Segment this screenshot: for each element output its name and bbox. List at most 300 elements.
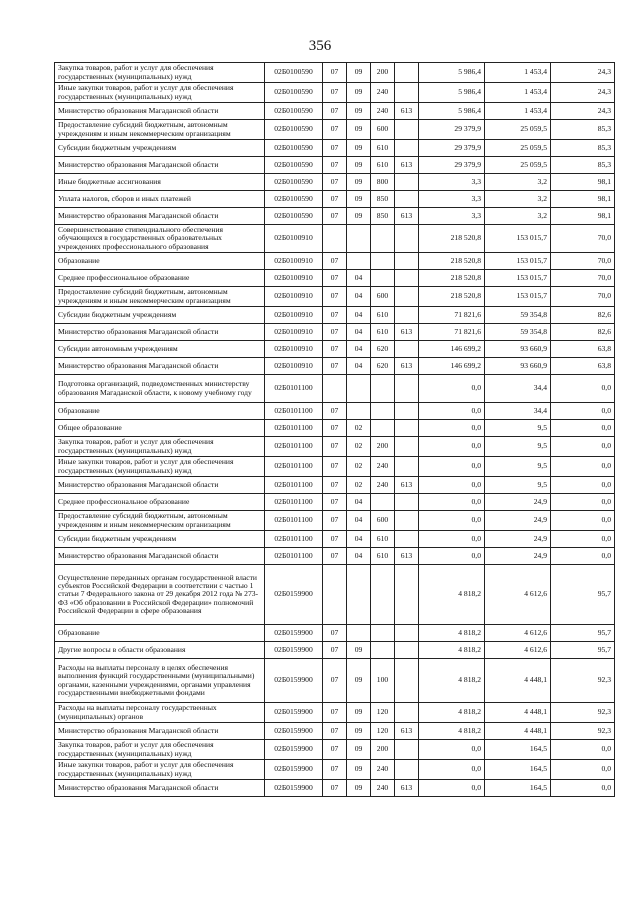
row-executed: 4 612,6 xyxy=(485,642,551,659)
row-name: Министерство образования Магаданской области xyxy=(55,324,265,341)
table-row xyxy=(55,457,615,477)
row-code: 02Б0100910 xyxy=(265,287,323,307)
row-administrator xyxy=(395,703,419,723)
row-percent: 0,0 xyxy=(551,375,615,403)
row-section: 07 xyxy=(323,659,347,703)
row-administrator xyxy=(395,642,419,659)
row-expense-type: 600 xyxy=(371,287,395,307)
row-executed: 1 453,4 xyxy=(485,103,551,120)
row-subsection: 04 xyxy=(347,494,371,511)
row-percent: 0,0 xyxy=(551,403,615,420)
row-name: Расходы на выплаты персоналу в целях обеспечения выполнения функций государственными (муниципальными) органами, казенными учреждениями, органами управления государственными внебюджетными фондами xyxy=(55,659,265,703)
row-administrator xyxy=(395,494,419,511)
row-name: Субсидии бюджетным учреждениям xyxy=(55,307,265,324)
row-expense-type: 610 xyxy=(371,548,395,565)
row-code: 02Б0100590 xyxy=(265,140,323,157)
row-executed: 4 612,6 xyxy=(485,625,551,642)
table-body xyxy=(55,63,615,797)
row-name: Совершенствование стипендиального обеспечения обучающихся в государственных образовательных учреждениях профессионального образования xyxy=(55,225,265,253)
row-name: Министерство образования Магаданской области xyxy=(55,103,265,120)
row-code: 02Б0100590 xyxy=(265,157,323,174)
row-approved: 218 520,8 xyxy=(419,270,485,287)
row-percent: 0,0 xyxy=(551,420,615,437)
row-approved: 0,0 xyxy=(419,740,485,760)
row-code: 02Б0100590 xyxy=(265,191,323,208)
row-subsection: 09 xyxy=(347,63,371,83)
row-expense-type: 120 xyxy=(371,723,395,740)
row-section: 07 xyxy=(323,287,347,307)
row-section: 07 xyxy=(323,477,347,494)
row-name: Предоставление субсидий бюджетным, автономным учреждениям и иным некоммерческим организациям xyxy=(55,287,265,307)
row-executed: 4 612,6 xyxy=(485,565,551,625)
row-section: 07 xyxy=(323,457,347,477)
row-administrator: 613 xyxy=(395,157,419,174)
row-administrator xyxy=(395,225,419,253)
row-executed: 164,5 xyxy=(485,740,551,760)
row-expense-type: 610 xyxy=(371,307,395,324)
row-administrator xyxy=(395,253,419,270)
row-subsection: 09 xyxy=(347,723,371,740)
row-approved: 146 699,2 xyxy=(419,358,485,375)
row-section: 07 xyxy=(323,642,347,659)
row-administrator: 613 xyxy=(395,103,419,120)
table-row xyxy=(55,287,615,307)
row-code: 02Б0100910 xyxy=(265,358,323,375)
row-approved: 0,0 xyxy=(419,494,485,511)
row-executed: 59 354,8 xyxy=(485,307,551,324)
row-administrator xyxy=(395,341,419,358)
row-approved: 0,0 xyxy=(419,531,485,548)
row-subsection: 09 xyxy=(347,780,371,797)
row-percent: 70,0 xyxy=(551,253,615,270)
row-approved: 0,0 xyxy=(419,457,485,477)
row-name: Министерство образования Магаданской области xyxy=(55,548,265,565)
row-section: 07 xyxy=(323,324,347,341)
row-administrator xyxy=(395,307,419,324)
row-code: 02Б0100910 xyxy=(265,225,323,253)
row-subsection: 09 xyxy=(347,659,371,703)
row-name: Иные закупки товаров, работ и услуг для обеспечения государственных (муниципальных) нужд xyxy=(55,457,265,477)
row-expense-type: 100 xyxy=(371,659,395,703)
row-expense-type: 610 xyxy=(371,531,395,548)
row-percent: 82,6 xyxy=(551,324,615,341)
table-row xyxy=(55,324,615,341)
row-executed: 25 059,5 xyxy=(485,120,551,140)
row-approved: 4 818,2 xyxy=(419,625,485,642)
row-executed: 153 015,7 xyxy=(485,270,551,287)
row-code: 02Б0159900 xyxy=(265,659,323,703)
row-executed: 24,9 xyxy=(485,511,551,531)
row-code: 02Б0100910 xyxy=(265,341,323,358)
row-approved: 218 520,8 xyxy=(419,287,485,307)
row-approved: 3,3 xyxy=(419,208,485,225)
row-name: Министерство образования Магаданской области xyxy=(55,157,265,174)
row-section: 07 xyxy=(323,494,347,511)
row-executed: 34,4 xyxy=(485,403,551,420)
row-executed: 4 448,1 xyxy=(485,703,551,723)
table-row xyxy=(55,103,615,120)
row-administrator: 613 xyxy=(395,723,419,740)
row-code: 02Б0100910 xyxy=(265,307,323,324)
row-code: 02Б0100590 xyxy=(265,120,323,140)
row-approved: 0,0 xyxy=(419,548,485,565)
row-subsection: 09 xyxy=(347,157,371,174)
row-section: 07 xyxy=(323,140,347,157)
row-administrator xyxy=(395,659,419,703)
table-row xyxy=(55,780,615,797)
row-percent: 70,0 xyxy=(551,225,615,253)
table-row xyxy=(55,420,615,437)
row-section: 07 xyxy=(323,780,347,797)
row-approved: 218 520,8 xyxy=(419,225,485,253)
row-percent: 98,1 xyxy=(551,208,615,225)
table-row xyxy=(55,477,615,494)
row-percent: 0,0 xyxy=(551,477,615,494)
row-expense-type: 600 xyxy=(371,120,395,140)
row-name: Среднее профессиональное образование xyxy=(55,494,265,511)
table-row xyxy=(55,140,615,157)
row-expense-type: 240 xyxy=(371,477,395,494)
row-expense-type: 240 xyxy=(371,83,395,103)
table-row xyxy=(55,760,615,780)
row-approved: 146 699,2 xyxy=(419,341,485,358)
row-percent: 85,3 xyxy=(551,120,615,140)
row-approved: 4 818,2 xyxy=(419,703,485,723)
row-executed: 34,4 xyxy=(485,375,551,403)
row-administrator: 613 xyxy=(395,358,419,375)
table-row xyxy=(55,659,615,703)
row-section xyxy=(323,225,347,253)
row-expense-type xyxy=(371,403,395,420)
row-expense-type: 120 xyxy=(371,703,395,723)
row-expense-type xyxy=(371,625,395,642)
row-subsection: 04 xyxy=(347,548,371,565)
row-approved: 0,0 xyxy=(419,403,485,420)
row-approved: 29 379,9 xyxy=(419,120,485,140)
table-row xyxy=(55,63,615,83)
row-executed: 153 015,7 xyxy=(485,225,551,253)
row-name: Образование xyxy=(55,253,265,270)
row-approved: 71 821,6 xyxy=(419,307,485,324)
row-subsection: 02 xyxy=(347,420,371,437)
row-approved: 0,0 xyxy=(419,780,485,797)
row-administrator xyxy=(395,375,419,403)
row-percent: 98,1 xyxy=(551,191,615,208)
row-code: 02Б0100590 xyxy=(265,83,323,103)
row-name: Образование xyxy=(55,625,265,642)
row-expense-type xyxy=(371,253,395,270)
row-percent: 70,0 xyxy=(551,287,615,307)
row-name: Среднее профессиональное образование xyxy=(55,270,265,287)
table-row xyxy=(55,740,615,760)
row-section: 07 xyxy=(323,307,347,324)
row-code: 02Б0100590 xyxy=(265,208,323,225)
row-subsection: 02 xyxy=(347,477,371,494)
row-name: Субсидии автономным учреждениям xyxy=(55,341,265,358)
row-expense-type: 200 xyxy=(371,437,395,457)
row-code: 02Б0101100 xyxy=(265,548,323,565)
row-executed: 9,5 xyxy=(485,477,551,494)
row-percent: 0,0 xyxy=(551,760,615,780)
row-section xyxy=(323,375,347,403)
row-name: Подготовка организаций, подведомственных министерству образования Магаданской области, к новому учебному году xyxy=(55,375,265,403)
row-approved: 4 818,2 xyxy=(419,723,485,740)
row-expense-type: 240 xyxy=(371,780,395,797)
row-name: Общее образование xyxy=(55,420,265,437)
row-name: Иные закупки товаров, работ и услуг для обеспечения государственных (муниципальных) нужд xyxy=(55,83,265,103)
row-executed: 93 660,9 xyxy=(485,358,551,375)
row-name: Закупка товаров, работ и услуг для обеспечения государственных (муниципальных) нужд xyxy=(55,63,265,83)
table-row xyxy=(55,494,615,511)
table-row xyxy=(55,403,615,420)
row-executed: 9,5 xyxy=(485,457,551,477)
row-name: Иные бюджетные ассигнования xyxy=(55,174,265,191)
row-approved: 3,3 xyxy=(419,174,485,191)
row-approved: 71 821,6 xyxy=(419,324,485,341)
row-code: 02Б0100590 xyxy=(265,63,323,83)
row-percent: 0,0 xyxy=(551,511,615,531)
row-percent: 0,0 xyxy=(551,531,615,548)
row-approved: 3,3 xyxy=(419,191,485,208)
row-name: Министерство образования Магаданской области xyxy=(55,208,265,225)
row-code: 02Б0159900 xyxy=(265,760,323,780)
row-percent: 0,0 xyxy=(551,457,615,477)
row-administrator xyxy=(395,531,419,548)
row-approved: 0,0 xyxy=(419,375,485,403)
row-section: 07 xyxy=(323,723,347,740)
row-administrator xyxy=(395,270,419,287)
row-section: 07 xyxy=(323,157,347,174)
row-administrator xyxy=(395,83,419,103)
row-code: 02Б0159900 xyxy=(265,625,323,642)
table-row xyxy=(55,270,615,287)
row-expense-type: 620 xyxy=(371,358,395,375)
row-section: 07 xyxy=(323,531,347,548)
row-expense-type: 600 xyxy=(371,511,395,531)
row-executed: 59 354,8 xyxy=(485,324,551,341)
row-approved: 0,0 xyxy=(419,760,485,780)
row-subsection xyxy=(347,565,371,625)
row-section: 07 xyxy=(323,253,347,270)
row-name: Субсидии бюджетным учреждениям xyxy=(55,140,265,157)
row-expense-type: 610 xyxy=(371,157,395,174)
row-administrator xyxy=(395,511,419,531)
row-code: 02Б0101100 xyxy=(265,511,323,531)
row-section: 07 xyxy=(323,63,347,83)
row-section: 07 xyxy=(323,703,347,723)
row-expense-type: 200 xyxy=(371,740,395,760)
row-subsection: 09 xyxy=(347,642,371,659)
row-name: Образование xyxy=(55,403,265,420)
table-row xyxy=(55,208,615,225)
row-section xyxy=(323,565,347,625)
row-executed: 3,2 xyxy=(485,174,551,191)
row-percent: 92,3 xyxy=(551,659,615,703)
row-expense-type: 200 xyxy=(371,63,395,83)
row-subsection xyxy=(347,253,371,270)
row-subsection: 04 xyxy=(347,324,371,341)
row-executed: 153 015,7 xyxy=(485,253,551,270)
row-approved: 29 379,9 xyxy=(419,140,485,157)
row-name: Министерство образования Магаданской области xyxy=(55,358,265,375)
row-executed: 4 448,1 xyxy=(485,659,551,703)
row-name: Субсидии бюджетным учреждениям xyxy=(55,531,265,548)
row-percent: 82,6 xyxy=(551,307,615,324)
table-row xyxy=(55,191,615,208)
row-executed: 153 015,7 xyxy=(485,287,551,307)
row-percent: 0,0 xyxy=(551,494,615,511)
row-administrator: 613 xyxy=(395,324,419,341)
row-code: 02Б0101100 xyxy=(265,477,323,494)
row-expense-type: 240 xyxy=(371,760,395,780)
row-name: Расходы на выплаты персоналу государственных (муниципальных) органов xyxy=(55,703,265,723)
row-approved: 0,0 xyxy=(419,511,485,531)
row-name: Осуществление переданных органам государственной власти субъектов Российской Федерации в соответствии с частью 1 статьи 7 Федерального закона от 29 декабря 2012 года № 273-ФЗ «Об образовании в Российской Федерации» полномочий Российской Федерации в сфере образования xyxy=(55,565,265,625)
row-executed: 93 660,9 xyxy=(485,341,551,358)
row-executed: 164,5 xyxy=(485,780,551,797)
row-section: 07 xyxy=(323,191,347,208)
row-subsection: 09 xyxy=(347,208,371,225)
table-row xyxy=(55,307,615,324)
table-row xyxy=(55,437,615,457)
row-approved: 4 818,2 xyxy=(419,642,485,659)
row-executed: 9,5 xyxy=(485,420,551,437)
row-name: Иные закупки товаров, работ и услуг для обеспечения государственных (муниципальных) нужд xyxy=(55,760,265,780)
row-approved: 5 986,4 xyxy=(419,103,485,120)
table-row xyxy=(55,225,615,253)
row-administrator xyxy=(395,565,419,625)
row-administrator xyxy=(395,403,419,420)
row-expense-type: 240 xyxy=(371,457,395,477)
row-subsection: 04 xyxy=(347,287,371,307)
row-administrator: 613 xyxy=(395,780,419,797)
row-percent: 24,3 xyxy=(551,103,615,120)
row-percent: 0,0 xyxy=(551,780,615,797)
row-name: Другие вопросы в области образования xyxy=(55,642,265,659)
table-row xyxy=(55,157,615,174)
row-administrator: 613 xyxy=(395,548,419,565)
row-approved: 5 986,4 xyxy=(419,83,485,103)
row-subsection: 04 xyxy=(347,358,371,375)
row-percent: 24,3 xyxy=(551,83,615,103)
row-code: 02Б0101100 xyxy=(265,420,323,437)
row-section: 07 xyxy=(323,511,347,531)
row-expense-type xyxy=(371,375,395,403)
row-section: 07 xyxy=(323,120,347,140)
row-percent: 92,3 xyxy=(551,723,615,740)
row-code: 02Б0101100 xyxy=(265,457,323,477)
row-administrator xyxy=(395,140,419,157)
row-section: 07 xyxy=(323,358,347,375)
row-expense-type: 610 xyxy=(371,140,395,157)
row-expense-type: 800 xyxy=(371,174,395,191)
row-code: 02Б0159900 xyxy=(265,723,323,740)
row-section: 07 xyxy=(323,437,347,457)
row-percent: 70,0 xyxy=(551,270,615,287)
row-percent: 95,7 xyxy=(551,642,615,659)
row-code: 02Б0101100 xyxy=(265,437,323,457)
row-name: Министерство образования Магаданской области xyxy=(55,780,265,797)
table-row xyxy=(55,253,615,270)
row-subsection: 09 xyxy=(347,103,371,120)
table-row xyxy=(55,565,615,625)
row-code: 02Б0101100 xyxy=(265,375,323,403)
row-executed: 9,5 xyxy=(485,437,551,457)
row-subsection xyxy=(347,375,371,403)
row-expense-type xyxy=(371,494,395,511)
row-percent: 24,3 xyxy=(551,63,615,83)
row-subsection xyxy=(347,225,371,253)
row-administrator xyxy=(395,437,419,457)
row-name: Закупка товаров, работ и услуг для обеспечения государственных (муниципальных) нужд xyxy=(55,740,265,760)
row-executed: 24,9 xyxy=(485,494,551,511)
row-code: 02Б0101100 xyxy=(265,494,323,511)
row-executed: 1 453,4 xyxy=(485,83,551,103)
table-row xyxy=(55,723,615,740)
row-approved: 4 818,2 xyxy=(419,565,485,625)
table-row xyxy=(55,341,615,358)
row-percent: 63,8 xyxy=(551,358,615,375)
table-row xyxy=(55,642,615,659)
row-executed: 25 059,5 xyxy=(485,157,551,174)
row-executed: 1 453,4 xyxy=(485,63,551,83)
row-expense-type: 610 xyxy=(371,324,395,341)
row-code: 02Б0100590 xyxy=(265,174,323,191)
row-approved: 29 379,9 xyxy=(419,157,485,174)
row-subsection: 04 xyxy=(347,341,371,358)
row-approved: 218 520,8 xyxy=(419,253,485,270)
row-section: 07 xyxy=(323,625,347,642)
row-subsection: 04 xyxy=(347,307,371,324)
row-expense-type: 620 xyxy=(371,341,395,358)
row-executed: 164,5 xyxy=(485,760,551,780)
row-subsection xyxy=(347,403,371,420)
table-row xyxy=(55,531,615,548)
row-code: 02Б0100910 xyxy=(265,324,323,341)
row-code: 02Б0100590 xyxy=(265,103,323,120)
row-subsection: 04 xyxy=(347,511,371,531)
row-expense-type: 850 xyxy=(371,191,395,208)
row-name: Министерство образования Магаданской области xyxy=(55,477,265,494)
table-row xyxy=(55,703,615,723)
row-section: 07 xyxy=(323,760,347,780)
row-percent: 98,1 xyxy=(551,174,615,191)
row-approved: 4 818,2 xyxy=(419,659,485,703)
row-section: 07 xyxy=(323,83,347,103)
row-administrator: 613 xyxy=(395,208,419,225)
row-section: 07 xyxy=(323,270,347,287)
row-administrator xyxy=(395,740,419,760)
row-section: 07 xyxy=(323,740,347,760)
row-approved: 5 986,4 xyxy=(419,63,485,83)
budget-table xyxy=(54,62,615,797)
row-percent: 85,3 xyxy=(551,157,615,174)
row-subsection: 02 xyxy=(347,457,371,477)
row-executed: 24,9 xyxy=(485,531,551,548)
row-executed: 25 059,5 xyxy=(485,140,551,157)
row-subsection: 09 xyxy=(347,191,371,208)
row-section: 07 xyxy=(323,208,347,225)
table-row xyxy=(55,548,615,565)
row-expense-type xyxy=(371,420,395,437)
row-administrator xyxy=(395,191,419,208)
row-subsection: 09 xyxy=(347,83,371,103)
row-name: Уплата налогов, сборов и иных платежей xyxy=(55,191,265,208)
row-subsection: 04 xyxy=(347,531,371,548)
row-executed: 24,9 xyxy=(485,548,551,565)
row-percent: 0,0 xyxy=(551,548,615,565)
row-name: Предоставление субсидий бюджетным, автономным учреждениям и иным некоммерческим организациям xyxy=(55,511,265,531)
